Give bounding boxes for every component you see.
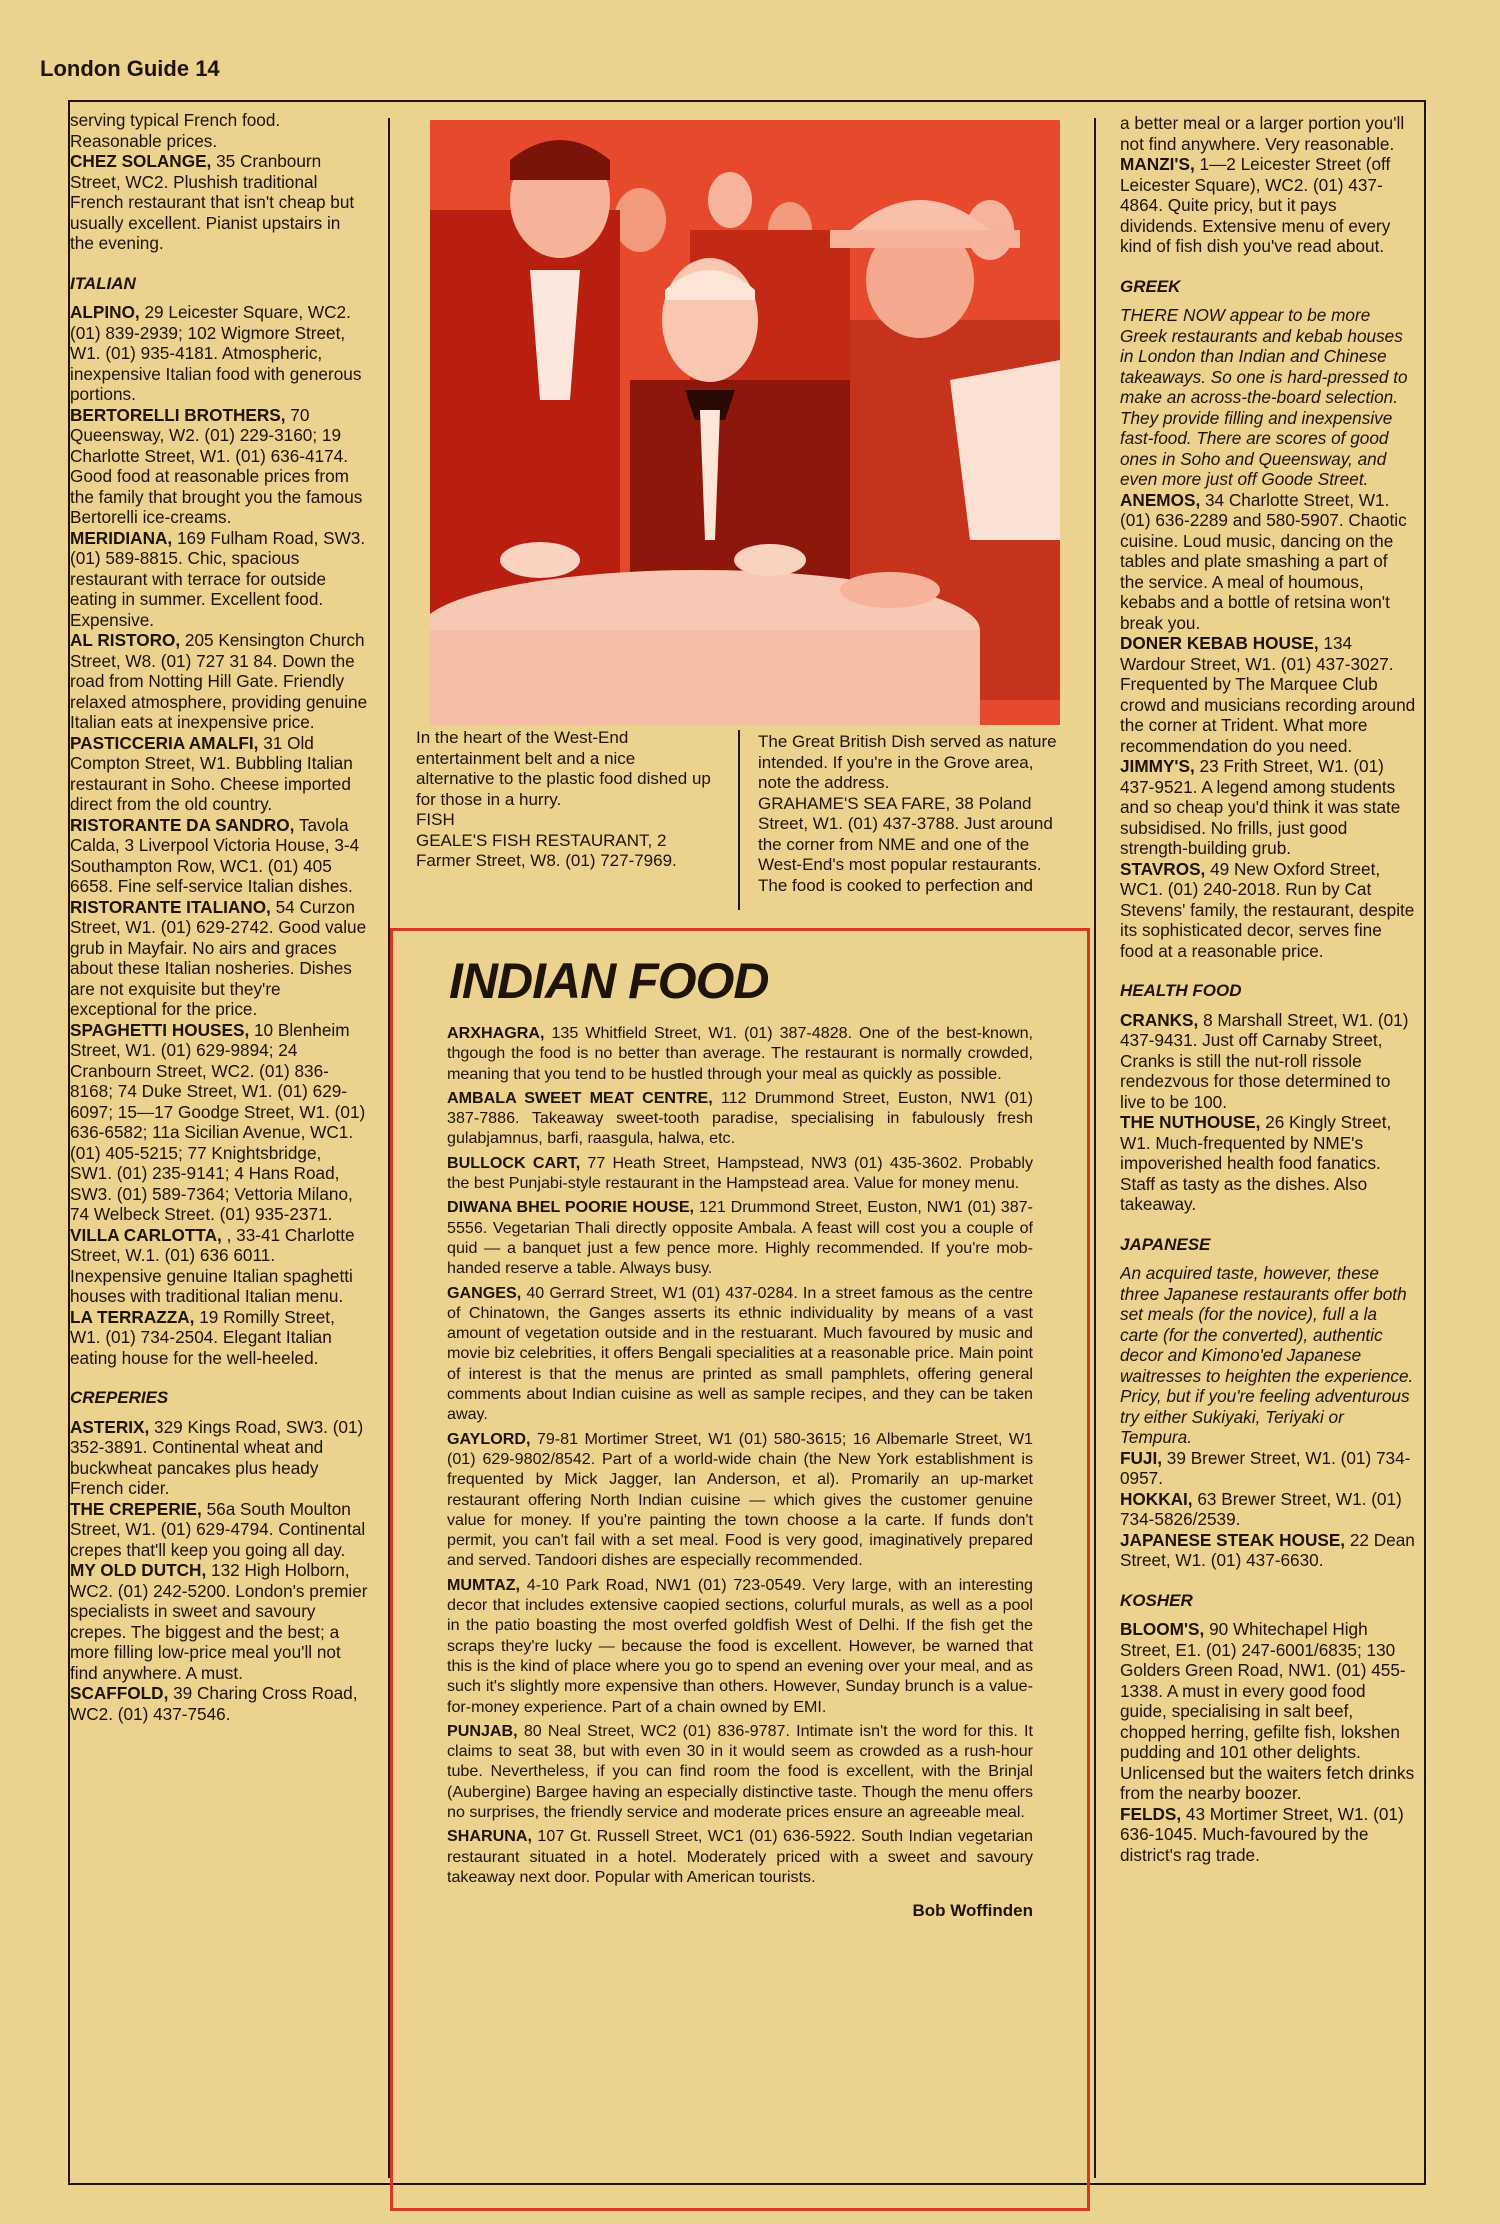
listing-text: 26 Kingly Street, W1. Much-frequented by NME's impoverished health food fanatics. Staff as tasty as the dishes. Also takeaway. [1120,1112,1392,1214]
listing-text: 38 Poland Street, W1. (01) 437-3788. Just around the corner from NME and one of the West-End's most popular restaurants. The food is cooked to perfection and [758,793,1053,895]
listing-text: 10 Blenheim Street, W1. (01) 629-9894; 24 Cranbourn Street, WC2. (01) 836-8168; 74 Duke Street, W1. (01) 629-6097; 15—17 Goodge Street, W1. (01) 636-6582; 11a Sicilian Avenue, WC1. (01) 405-5215; 77 Knightsbridge, SW1. (01) 235-9141; 4 Hans Road, SW3. (01) 589-7364; Vettoria Milano, 74 Welbeck Street. (01) 935-2371. [70,1019,366,1224]
listing-entry [70,1225,368,1307]
listing-name: MANZI'S, [1120,154,1195,174]
listing-entry [416,831,716,872]
listing-name: ARXHAGRA, [447,1024,545,1042]
section-heading: ITALIAN [70,273,136,293]
section-intro: An acquired taste, however, these three Japanese restaurants offer both set meals (for the novice), full a la carte (for the converted), authentic decor and Kimono'ed Japanese waitresses to heighten the experience. Pricy, but if you're feeling adventurous try either Sukiyaki, Teriyaki or Tempura. [1120,1263,1414,1447]
listing-entry [1120,633,1416,756]
listing-entry [70,1560,368,1683]
photo-illustration [430,120,1060,725]
listing-entry [70,405,368,528]
listing-entry [1120,859,1416,962]
listing-text: 39 Brewer Street, W1. (01) 734-0957. [1120,1447,1411,1488]
listing-entry [1120,490,1416,634]
listing-name: THE NUTHOUSE, [1120,1112,1261,1132]
indian-entry [447,1826,1033,1887]
listing-text: 40 Gerrard Street, W1 (01) 437-0284. In a street famous as the centre of Chinatown, the Ganges asserts its ethnic individuality by means of a vast amount of vegetation outside and in the restuarant. Much favoured by music and movie biz celebrities, it offers Bengali specialities at a reasonable price. Main point of interest is that the menus are printed as small pamphlets, offering general comments about Indian cuisine as well as sample recipes, and they can be taken away. [447,1283,1033,1424]
indian-food-title: INDIAN FOOD [449,953,769,1009]
indian-food-body [447,1023,1033,1887]
listing-name: GAYLORD, [447,1429,531,1448]
indian-entry [447,1153,1033,1194]
listing-entry [1120,1530,1416,1571]
listing-entry [1120,1804,1416,1866]
listing-name: AMBALA SWEET MEAT CENTRE, [447,1088,713,1107]
listing-name: MY OLD DUTCH, [70,1560,207,1580]
listing-name: FUJI, [1120,1447,1163,1468]
listing-text: 4-10 Park Road, NW1 (01) 723-0549. Very large, with an interesting decor that includes extensive caopied sections, colurful murals, as well as a pool in the patio boasting the most overfed goldfish West of Delhi. If the fish get the scraps they're lucky — because the food is excellent. However, be warned that this is the kind of place where you go to spend an evening over your meal, and as such it's slightly more expensive than others. However, Sunday brunch is a value-for-money experience. Part of a chain owned by EMI. [447,1575,1033,1716]
listing-entry [70,528,368,631]
listing-name: LA TERRAZZA, [70,1306,195,1327]
listing-entry [70,733,368,815]
listing-entry [1120,1489,1416,1530]
section-intro: THERE NOW appear to be more Greek restaurants and kebab houses in London than Indian and Chinese takeaways. So one is hard-pressed to make an across-the-board selection. They provide filling and inexpensive fast-food. There are scores of good ones in Soho and Queensway, and even more just off Goode Street. [1120,305,1408,489]
listing-text: 77 Heath Street, Hampstead, NW3 (01) 435-3602. Probably the best Punjabi-style restaurant in the Hampstead area. Value for money menu. [447,1153,1034,1193]
column-4 [1120,113,1416,2183]
page-header: London Guide 14 [40,56,220,81]
listing-name: CHEZ SOLANGE, [70,151,212,171]
indian-entry [447,1197,1033,1278]
listing-text: 49 New Oxford Street, WC1. (01) 240-2018. Run by Cat Stevens' family, the restaurant, despite its sophisticated decor, serves fine food at a reasonable price. [1120,858,1415,961]
listing-entry [70,1417,368,1499]
listing-name: SCAFFOLD, [70,1683,169,1703]
listing-name: BERTORELLI BROTHERS, [70,404,286,425]
listing-text: 22 Dean Street, W1. (01) 437-6630. [1120,1529,1415,1570]
section-heading: KOSHER [1120,1590,1193,1610]
listing-text: 35 Cranbourn Street, WC2. Plushish traditional French restaurant that isn't cheap but usually excellent. Pianist upstairs in the evening. [70,151,355,253]
listing-name: CRANKS, [1120,1009,1199,1030]
indian-food-box [390,928,1090,2211]
listing-name: AL RISTORO, [70,630,181,650]
indian-entry [447,1575,1033,1717]
listing-name: MUMTAZ, [447,1575,520,1594]
listing-text: 169 Fulham Road, SW3. (01) 589-8815. Chic, spacious restaurant with terrace for outside eating in summer. Excellent food. Expensive. [70,527,366,630]
body-text: In the heart of the West-End entertainment belt and a nice alternative to the plastic food dished up for those in a hurry. [416,728,711,809]
listing-entry [70,1683,368,1724]
listing-name: GRAHAME'S SEA FARE, [758,793,951,813]
listing-entry [70,815,368,897]
listing-name: FELDS, [1120,1803,1182,1824]
listing-text: 56a South Moulton Street, W1. (01) 629-4794. Continental crepes that'll keep you going all day. [70,1498,366,1560]
listing-text: , 33-41 Charlotte Street, W.1. (01) 636 6011. Inexpensive genuine Italian spaghetti houses with traditional Italian menu. [70,1224,355,1306]
listing-entry [70,1307,368,1369]
listing-name: DONER KEBAB HOUSE, [1120,633,1319,653]
body-text: serving typical French food. Reasonable prices. [70,110,281,151]
listing-text: 29 Leicester Square, WC2. (01) 839-2939; 102 Wigmore Street, W1. (01) 935-4181. Atmospheric, inexpensive Italian food with generous portions. [70,302,362,404]
listing-name: JIMMY'S, [1120,756,1195,776]
listing-text: 70 Queensway, W2. (01) 229-3160; 19 Charlotte Street, W1. (01) 636-4174. Good food at reasonable prices from the family that brought you the famous Bertorelli ice-creams. [70,404,363,527]
listing-name: ASTERIX, [70,1416,150,1437]
indian-entry [447,1429,1033,1571]
listing-text: 135 Whitfield Street, W1. (01) 387-4828. One of the best-known, thgough the food is no better than average. The restaurant is normally crowded, meaning that you tend to be hustled through your meal as quickly as possible. [447,1024,1033,1083]
listing-text: 79-81 Mortimer Street, W1 (01) 580-3615; 16 Albemarle Street, W1 (01) 629-9802/8542. Part of a world-wide chain (the New York establishment is frequented by Mick Jagger, Ian Anderson, et al). Promarily an up-market restaurant offering North Indian cuisine — which gives the customer genuine value for money. If you're painting the town choose a la carte. If funds don't permit, you can't fail with a set meal. Food is very good, imaginatively prepared and served. Tandoori dishes are especially recommended. [447,1429,1033,1570]
listing-entry [70,1499,368,1561]
listing-name: JAPANESE STEAK HOUSE, [1120,1529,1346,1550]
listing-entry [758,794,1058,897]
byline: Bob Woffinden [912,1901,1033,1921]
listing-text: 23 Frith Street, W1. (01) 437-9521. A legend among students and so cheap you'd think it was state subsidised. No frills, just good strength-building grub. [1120,756,1401,858]
listing-name: SHARUNA, [447,1827,532,1846]
caption-right [758,732,1058,896]
listing-entry [1120,1448,1416,1489]
listing-name: THE CREPERIE, [70,1498,202,1519]
listing-text: 43 Mortimer Street, W1. (01) 636-1045. Much-favoured by the district's rag trade. [1120,1803,1404,1865]
section-heading: JAPANESE [1120,1234,1211,1254]
listing-text: 90 Whitechapel High Street, E1. (01) 247-6001/6835; 130 Golders Green Road, NW1. (01) 455-1338. A must in every good food guide, specialising in salt beef, chopped herring, gefilte fish, lokshen pudding and 101 other delights. Unlicensed but the waiters fetch drinks from the nearby boozer. [1120,1619,1415,1803]
listing-text: 2 Farmer Street, W8. (01) 727-7969. [416,830,677,870]
listing-text: 205 Kensington Church Street, W8. (01) 727 31 84. Down the road from Notting Hill Gate. Friendly relaxed atmosphere, providing genuine Italian eats at inexpensive price. [70,630,368,732]
listing-name: HOKKAI, [1120,1488,1193,1509]
listing-name: DIWANA BHEL POORIE HOUSE, [447,1198,695,1217]
listing-text: 31 Old Compton Street, W1. Bubbling Italian restaurant in Soho. Cheese imported direct from the old country. [70,732,353,814]
section-heading: HEALTH FOOD [1120,981,1242,1000]
listing-text: 112 Drummond Street, Euston, NW1 (01) 387-7886. Takeaway sweet-tooth paradise, specialising in fabulously fresh gulabjamnus, barfi, raasgula, halwa, etc. [447,1088,1033,1148]
listing-text: 8 Marshall Street, W1. (01) 437-9431. Just off Carnaby Street, Cranks is still the nut-roll rissole rendezvous for those determined to live to be 100. [1120,1009,1409,1112]
listing-text: 1—2 Leicester Street (off Leicester Square), WC2. (01) 437-4864. Quite pricy, but it pays dividends. Extensive menu of every kind of fish dish you've read about. [1120,154,1391,256]
listing-name: STAVROS, [1120,858,1206,879]
listing-entry [70,630,368,733]
listing-entry [1120,756,1416,859]
body-text: The Great British Dish served as nature intended. If you're in the Grove area, note the address. [758,732,1057,792]
listing-text: 63 Brewer Street, W1. (01) 734-5826/2539. [1120,1488,1402,1529]
listing-entry [70,1020,368,1225]
listing-name: ALPINO, [70,302,140,322]
body-text: a better meal or a larger portion you'll not find anywhere. Very reasonable. [1120,113,1405,154]
listing-entry [70,302,368,405]
listing-entry [1120,154,1416,257]
listing-name: MERIDIANA, [70,527,173,548]
caption-left [416,728,716,872]
indian-entry [447,1023,1033,1084]
listing-text: 54 Curzon Street, W1. (01) 629-2742. Good value grub in Mayfair. No airs and graces about these Italian nosheries. Dishes are not exquisite but they're exceptional for the price. [70,896,367,1019]
listing-entry [1120,1112,1416,1215]
section-heading: FISH [416,810,455,829]
listing-name: BULLOCK CART, [447,1153,581,1172]
listing-name: ANEMOS, [1120,489,1201,510]
listing-entry [70,151,368,254]
listing-text: Tavola Calda, 3 Liverpool Victoria House, 3-4 Southampton Row, WC1. (01) 405 6658. Fine self-service Italian dishes. [70,814,360,896]
listing-text: 19 Romilly Street, W1. (01) 734-2504. Elegant Italian eating house for the well-heeled. [70,1306,335,1368]
listing-text: 34 Charlotte Street, W1. (01) 636-2289 and 580-5907. Chaotic cuisine. Loud music, dancing on the tables and plate smashing a part of the service. A meal of houmous, kebabs and a bottle of retsina won't break you. [1120,489,1407,633]
listing-name: GANGES, [447,1283,522,1302]
listing-text: 329 Kings Road, SW3. (01) 352-3891. Continental wheat and buckwheat pancakes plus heady French cider. [70,1416,364,1498]
listing-name: BLOOM'S, [1120,1619,1205,1639]
listing-entry [1120,1619,1416,1804]
listing-name: GEALE'S FISH RESTAURANT, [416,830,653,850]
listing-name: RISTORANTE DA SANDRO, [70,814,295,835]
listing-name: RISTORANTE ITALIANO, [70,896,271,917]
listing-text: 121 Drummond Street, Euston, NW1 (01) 387-5556. Vegetarian Thali directly opposite Ambala. A feast will cost you a couple of quid — a banquet just a few pence more. Highly recommended. If you're mob-handed reserve a table. Always busy. [447,1198,1033,1278]
column-1 [70,110,368,2180]
indian-entry [447,1283,1033,1425]
listing-name: PASTICCERIA AMALFI, [70,732,259,753]
listing-entry [1120,1010,1416,1113]
listing-name: PUNJAB, [447,1721,518,1740]
caption-rule [738,730,740,910]
listing-text: 134 Wardour Street, W1. (01) 437-3027. Frequented by The Marquee Club crowd and musicians recording around the corner at Trident. What more recommendation do you need. [1120,633,1416,756]
listing-text: 132 High Holborn, WC2. (01) 242-5200. London's premier specialists in sweet and savoury crepes. The biggest and the best; a more filling low-price meal you'll not find anywhere. A must. [70,1560,368,1683]
listing-text: 107 Gt. Russell Street, WC1 (01) 636-5922. South Indian vegetarian restaurant situated in a hotel. Moderately priced with a sweet and savoury takeaway next door. Popular with American tourists. [447,1827,1033,1886]
listing-name: SPAGHETTI HOUSES, [70,1019,250,1040]
listing-entry [70,897,368,1020]
indian-entry [447,1721,1033,1822]
column-rule-right [1094,118,1096,2178]
listing-text: 80 Neal Street, WC2 (01) 836-9787. Intimate isn't the word for this. It claims to seat 38, but with even 30 in it would seem as crowded as a rush-hour tube. Nevertheless, if you can find room the food is excellent, with the Brinjal (Aubergine) Bargee having an especially distinctive taste. Though the menu offers no surprises, the friendly service and moderate prices ensure an agreeable meal. [447,1721,1033,1821]
indian-entry [447,1088,1033,1149]
listing-text: 39 Charing Cross Road, WC2. (01) 437-7546. [70,1683,358,1724]
photo-restaurant-scene [430,120,1060,725]
section-heading: CREPERIES [70,1388,169,1407]
listing-name: VILLA CARLOTTA, [70,1224,222,1245]
section-heading: GREEK [1120,276,1181,296]
